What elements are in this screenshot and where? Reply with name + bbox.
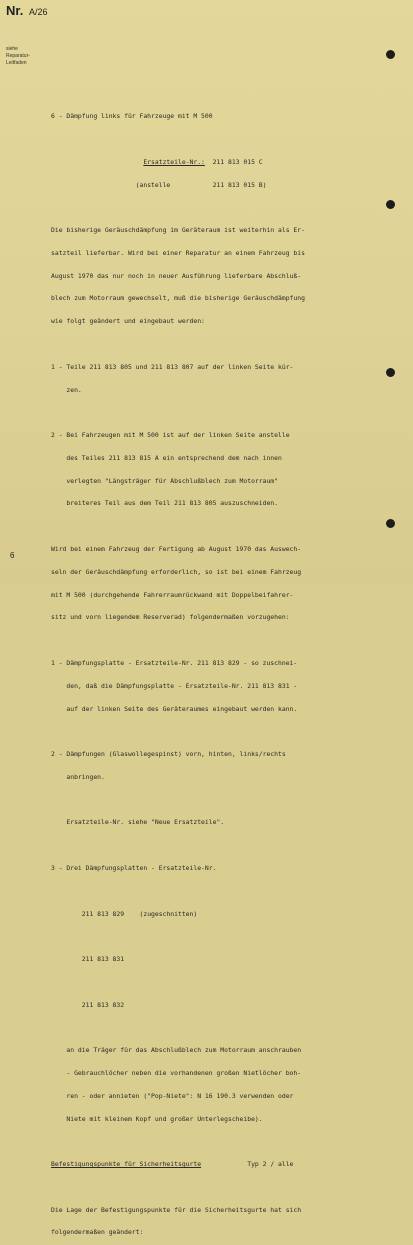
item2-line: breiteres Teil aus dem Teil 211 813 805 auszuschneiden. — [51, 499, 279, 508]
step3-text-line — [51, 1047, 376, 1055]
befestigung-heading-line — [51, 1161, 376, 1169]
binder-hole-icon — [386, 200, 395, 209]
step3-text: - Gebrauchlöcher neben die vorhandenen großen Nietlöcher boh- — [66, 1069, 302, 1077]
befestigung-text-line: Die Lage der Befestigungspunkte für die Sicherheitsgurte hat sich — [51, 1205, 302, 1214]
step3-text-line — [51, 1070, 376, 1078]
page-number: 6 — [10, 551, 15, 560]
item1-line: 1 - Teile 211 813 805 und 211 813 807 auf der linken Seite kür- — [51, 362, 294, 371]
binder-hole-icon — [386, 50, 395, 59]
margin-line: Reparatur- — [6, 53, 30, 59]
document-number — [6, 3, 47, 18]
step1-line: 1 - Dämpfungsplatte - Ersatzteile-Nr. 211 813 829 - so zuschnei- — [51, 658, 298, 667]
step3-part: 211 813 831 — [81, 955, 125, 964]
type-label: Typ 2 / alle — [247, 1160, 294, 1169]
margin-line: Leitfaden — [6, 60, 27, 66]
document-body — [51, 98, 376, 1245]
binder-hole-icon — [386, 519, 395, 528]
section-title: 6 - Dämpfung links für Fahrzeuge mit M 500 — [51, 112, 213, 121]
befestigung-text-line: folgendermaßen geändert: — [51, 1228, 144, 1237]
para1-line: August 1970 das nur noch in neuer Ausführung lieferbare Abschluß- — [51, 271, 302, 280]
step1-line: auf der linken Seite des Geräteraumes eingebaut werden kann. — [51, 704, 298, 713]
item2-line: verlegten "Längsträger für Abschlußblech zum Motorraum" — [51, 476, 279, 485]
step3-text-line — [51, 1093, 376, 1101]
item2-line: 2 - Bei Fahrzeugen mit M 500 ist auf der linken Seite anstelle — [51, 431, 290, 440]
instead-line — [51, 182, 376, 190]
instead-label: (anstelle — [135, 180, 171, 189]
step3-parts-note: (zugeschnitten) — [139, 909, 198, 918]
margin-reference-label — [6, 46, 42, 67]
para2-line: mit M 500 (durchgehende Fahrerraumrückwand mit Doppelbeifahrer- — [51, 590, 294, 599]
step3-text-line — [51, 1116, 376, 1124]
nr-value: A/26 — [28, 7, 48, 17]
item2-line: des Teiles 211 813 815 A ein entsprechend dem nach innen — [51, 453, 282, 462]
step2-note: Ersatzteile-Nr. siehe "Neue Ersatzteile". — [66, 818, 225, 827]
margin-line: siehe — [6, 46, 18, 52]
befestigung-heading: Befestigungspunkte für Sicherheitsgurte — [51, 1160, 202, 1169]
step2-note-line — [51, 819, 376, 827]
step3-part-line — [51, 1002, 376, 1010]
para1-line: Die bisherige Geräuschdämpfung im Geräteraum ist weiterhin als Er- — [51, 226, 305, 235]
binder-hole-icon — [386, 368, 395, 377]
step1-line: den, daß die Dämpfungsplatte - Ersatzteile-Nr. 211 813 831 - — [51, 681, 298, 690]
part-number-line — [51, 159, 376, 167]
step3-text: an die Träger für das Abschlußblech zum Motorraum anschrauben — [66, 1046, 302, 1055]
para2-line: sitz und vorn liegendem Reserverad) folgendermaßen vorzugehen: — [51, 613, 290, 622]
part-number: 211 813 015 C — [212, 157, 263, 166]
step3-part-line — [51, 911, 376, 919]
step3-text: Niete mit kleinem Kopf und großer Unterlegscheibe). — [66, 1114, 263, 1123]
step3-title: 3 - Drei Dämpfungsplatten - Ersatzteile-Nr. — [51, 863, 217, 872]
para1-line: blech zum Motorraum gewechselt, muß die bisherige Geräuschdämpfung — [51, 294, 305, 303]
step2-line: 2 - Dämpfungen (Glaswollegespinst) vorn, hinten, links/rechts — [51, 750, 286, 759]
para1-line: wie folgt geändert und eingebaut werden: — [51, 317, 205, 326]
part-label: Ersatzteile-Nr.: — [143, 157, 205, 166]
step3-part: 211 813 832 — [81, 1000, 125, 1009]
step2-line: anbringen. — [51, 772, 105, 781]
item1-line: zen. — [51, 385, 82, 394]
step3-part-line — [51, 956, 376, 964]
instead-number: 211 813 015 B) — [212, 180, 267, 189]
nr-label: Nr. — [6, 3, 24, 18]
step3-text: ren - oder annieten ("Pop-Niete": N 16 190.3 verwenden oder — [66, 1091, 294, 1100]
para2-line: Wird bei einem Fahrzeug der Fertigung ab August 1970 das Auswech- — [51, 545, 302, 554]
para1-line: satzteil lieferbar. Wird bei einer Reparatur an einem Fahrzeug bis — [51, 248, 305, 257]
para2-line: seln der Geräuschdämpfung erforderlich, so ist bei einem Fahrzeug — [51, 567, 302, 576]
step3-part: 211 813 829 — [81, 909, 125, 918]
